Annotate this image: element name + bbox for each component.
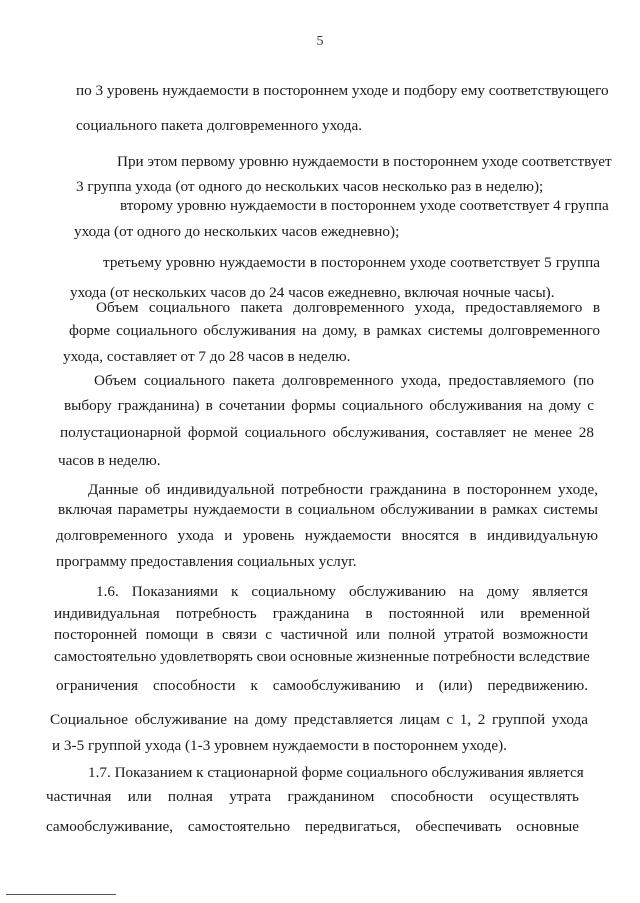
text-line-4: 3 группа ухода (от одного до нескольких часов несколько раз в неделю); [76, 178, 544, 195]
text-line-21: индивидуальная потребность гражданина в постоянной или временной [54, 605, 590, 622]
text-line-8: ухода (от нескольких часов до 24 часов ежедневно, включая ночные часы). [70, 284, 555, 301]
text-line-7: третьему уровню нуждаемости в постороннем уходе соответствует 5 группа [103, 254, 600, 271]
text-line-17: включая параметры нуждаемости в социальном обслуживании в рамках системы [58, 501, 598, 518]
scan-edge-line [6, 894, 116, 895]
text-line-13: выбору гражданина) в сочетании формы социального обслуживания на дому с [64, 397, 594, 414]
text-line-12: Объем социального пакета долговременного ухода, предоставляемого (по [94, 372, 594, 389]
text-line-2: социального пакета долговременного ухода. [76, 117, 363, 134]
text-line-19: программу предоставления социальных услуг. [56, 553, 357, 570]
text-line-9: Объем социального пакета долговременного ухода, предоставляемого в [96, 299, 600, 316]
text-line-5: второму уровню нуждаемости в постороннем уходе соответствует 4 группа [120, 197, 609, 214]
text-line-24: ограничения способности к самообслуживанию и (или) передвижению. [56, 677, 588, 694]
text-line-26: и 3-5 группой ухода (1-3 уровнем нуждаемости в постороннем уходе). [52, 737, 507, 754]
text-line-6: ухода (от одного до нескольких часов ежедневно); [74, 223, 400, 240]
text-line-11: ухода, составляет от 7 до 28 часов в неделю. [63, 348, 351, 365]
text-line-10: форме социального обслуживания на дому, в рамках системы долговременного [69, 322, 600, 339]
text-line-16: Данные об индивидуальной потребности гражданина в постороннем уходе, [88, 481, 598, 498]
text-line-1: по 3 уровень нуждаемости в постороннем уходе и подбору ему соответствующего [76, 82, 609, 99]
text-line-25: Социальное обслуживание на дому представляется лицам с 1, 2 группой ухода [50, 711, 588, 728]
text-line-28: частичная или полная утрата гражданином способности осуществлять [46, 788, 579, 805]
text-line-27: 1.7. Показанием к стационарной форме социального обслуживания является [88, 764, 584, 781]
text-line-14: полустационарной формой социального обслуживания, составляет не менее 28 [60, 424, 594, 441]
page-number: 5 [316, 34, 324, 49]
text-line-29: самообслуживание, самостоятельно передвигаться, обеспечивать основные [46, 818, 579, 835]
text-line-20: 1.6. Показаниями к социальному обслуживанию на дому является [96, 583, 588, 600]
text-line-15: часов в неделю. [58, 452, 161, 469]
text-line-18: долговременного ухода и уровень нуждаемости вносятся в индивидуальную [56, 527, 598, 544]
text-line-23: самостоятельно удовлетворять свои основные жизненные потребности вследствие [54, 648, 590, 665]
text-line-3: При этом первому уровню нуждаемости в постороннем уходе соответствует [117, 153, 612, 170]
text-line-22: посторонней помощи в связи с частичной или полной утратой возможности [54, 626, 588, 643]
